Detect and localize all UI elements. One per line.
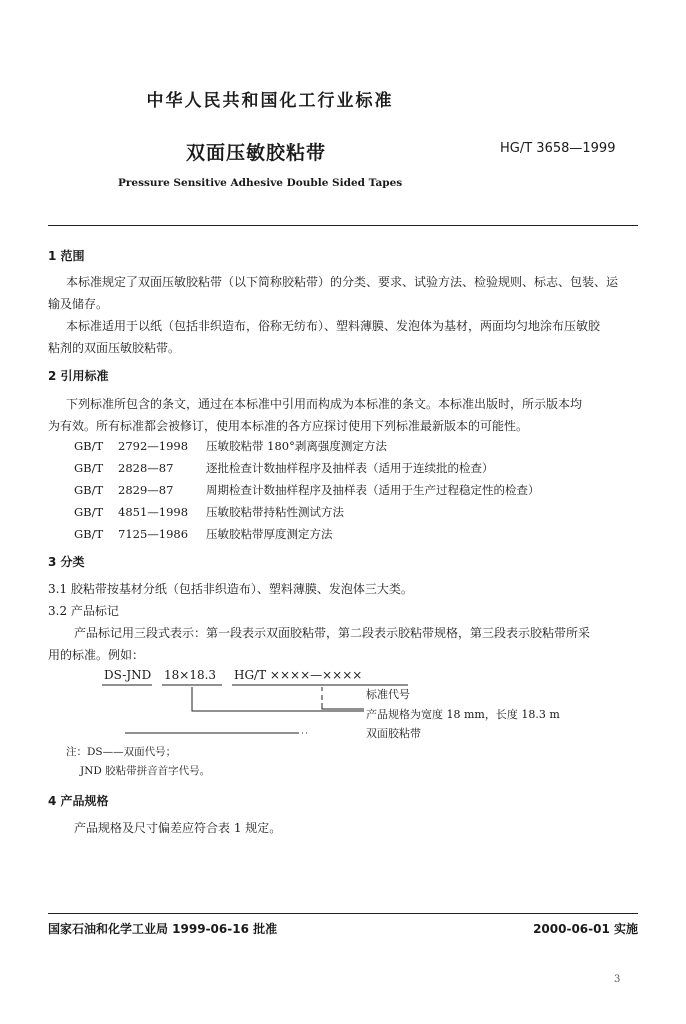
- section-2-intro-line-1: 下列标准所包含的条文，通过在本标准中引用而构成为本标准的条文。本标准出版时，所示版本均: [66, 397, 583, 411]
- product-mark-desc-line-2: 用的标准。例如：: [48, 648, 145, 662]
- section-2-heading: 2 引用标准: [48, 369, 109, 383]
- ref-code: GB/T: [74, 505, 104, 519]
- footer-divider: [48, 913, 638, 914]
- standard-code: HG/T 3658—1999: [500, 141, 616, 156]
- page-number: 3: [614, 974, 621, 985]
- section-4-heading: 4 产品规格: [48, 794, 109, 808]
- section-1-paragraph-1-line-1: 本标准规定了双面压敏胶粘带（以下简称胶粘带）的分类、要求、试验方法、检验规则、标志、包装、运: [66, 275, 619, 289]
- ref-number: 4851—1998: [118, 505, 189, 519]
- approval-date: 国家石油和化学工业局 1999-06-16 批准: [48, 922, 278, 936]
- leader-size: [192, 687, 364, 711]
- annotation-size-spec: 产品规格为宽度 18 mm，长度 18.3 m: [366, 708, 560, 721]
- marking-standard: HG/T ××××—××××: [234, 668, 363, 682]
- document-title-en: Pressure Sensitive Adhesive Double Sided Tapes: [118, 177, 403, 189]
- note-line-2: JND 胶粘带拼音首字代号。: [80, 765, 211, 777]
- leader-standard: [322, 703, 364, 709]
- annotation-double-sided-tape: 双面胶粘带: [366, 727, 421, 740]
- section-1-paragraph-1-line-2: 输及储存。: [48, 297, 109, 311]
- clause-3-1: 3.1 胶粘带按基材分纸（包括非织造布）、塑料薄膜、发泡体三大类。: [48, 582, 413, 596]
- ref-title: 压敏胶粘带 180°剥离强度测定方法: [206, 439, 387, 453]
- issuing-standard-header: 中华人民共和国化工行业标准: [146, 91, 394, 111]
- note-line-1: 注：DS——双面代号；: [66, 746, 177, 758]
- ref-number: 2829—87: [118, 483, 174, 497]
- section-1-paragraph-2-line-1: 本标准适用于以纸（包括非织造布，俗称无纺布）、塑料薄膜、发泡体为基材，两面均匀地涂布压敏胶: [66, 319, 601, 333]
- ref-code: GB/T: [74, 439, 104, 453]
- section-2-intro-line-2: 为有效。所有标准都会被修订，使用本标准的各方应探讨使用下列标准最新版本的可能性。: [48, 419, 529, 433]
- ref-title: 压敏胶粘带持粘性测试方法: [206, 505, 344, 519]
- document-title-cn: 双面压敏胶粘带: [186, 142, 327, 164]
- product-mark-desc-line-1: 产品标记用三段式表示：第一段表示双面胶粘带，第二段表示胶粘带规格，第三段表示胶粘带所采: [74, 626, 591, 640]
- ref-title: 压敏胶粘带厚度测定方法: [206, 527, 333, 541]
- ref-title: 周期检查计数抽样程序及抽样表（适用于生产过程稳定性的检查）: [206, 483, 540, 497]
- section-1-paragraph-2-line-2: 粘剂的双面压敏胶粘带。: [48, 341, 181, 355]
- ref-number: 2792—1998: [118, 439, 189, 453]
- ref-number: 7125—1986: [118, 527, 189, 541]
- ref-code: GB/T: [74, 483, 104, 497]
- clause-3-2-heading: 3.2 产品标记: [48, 604, 119, 618]
- section-1-heading: 1 范围: [48, 249, 85, 263]
- ref-title: 逐批检查计数抽样程序及抽样表（适用于连续批的检查）: [206, 461, 494, 475]
- ref-number: 2828—87: [118, 461, 174, 475]
- marking-size: 18×18.3: [164, 668, 217, 682]
- annotation-standard-code: 标准代号: [366, 688, 410, 701]
- ref-code: GB/T: [74, 461, 104, 475]
- section-4-text: 产品规格及尺寸偏差应符合表 1 规定。: [74, 821, 282, 835]
- section-3-heading: 3 分类: [48, 555, 85, 569]
- marking-prefix: DS-JND: [104, 668, 152, 682]
- ref-code: GB/T: [74, 527, 104, 541]
- implementation-date: 2000-06-01 实施: [533, 922, 638, 936]
